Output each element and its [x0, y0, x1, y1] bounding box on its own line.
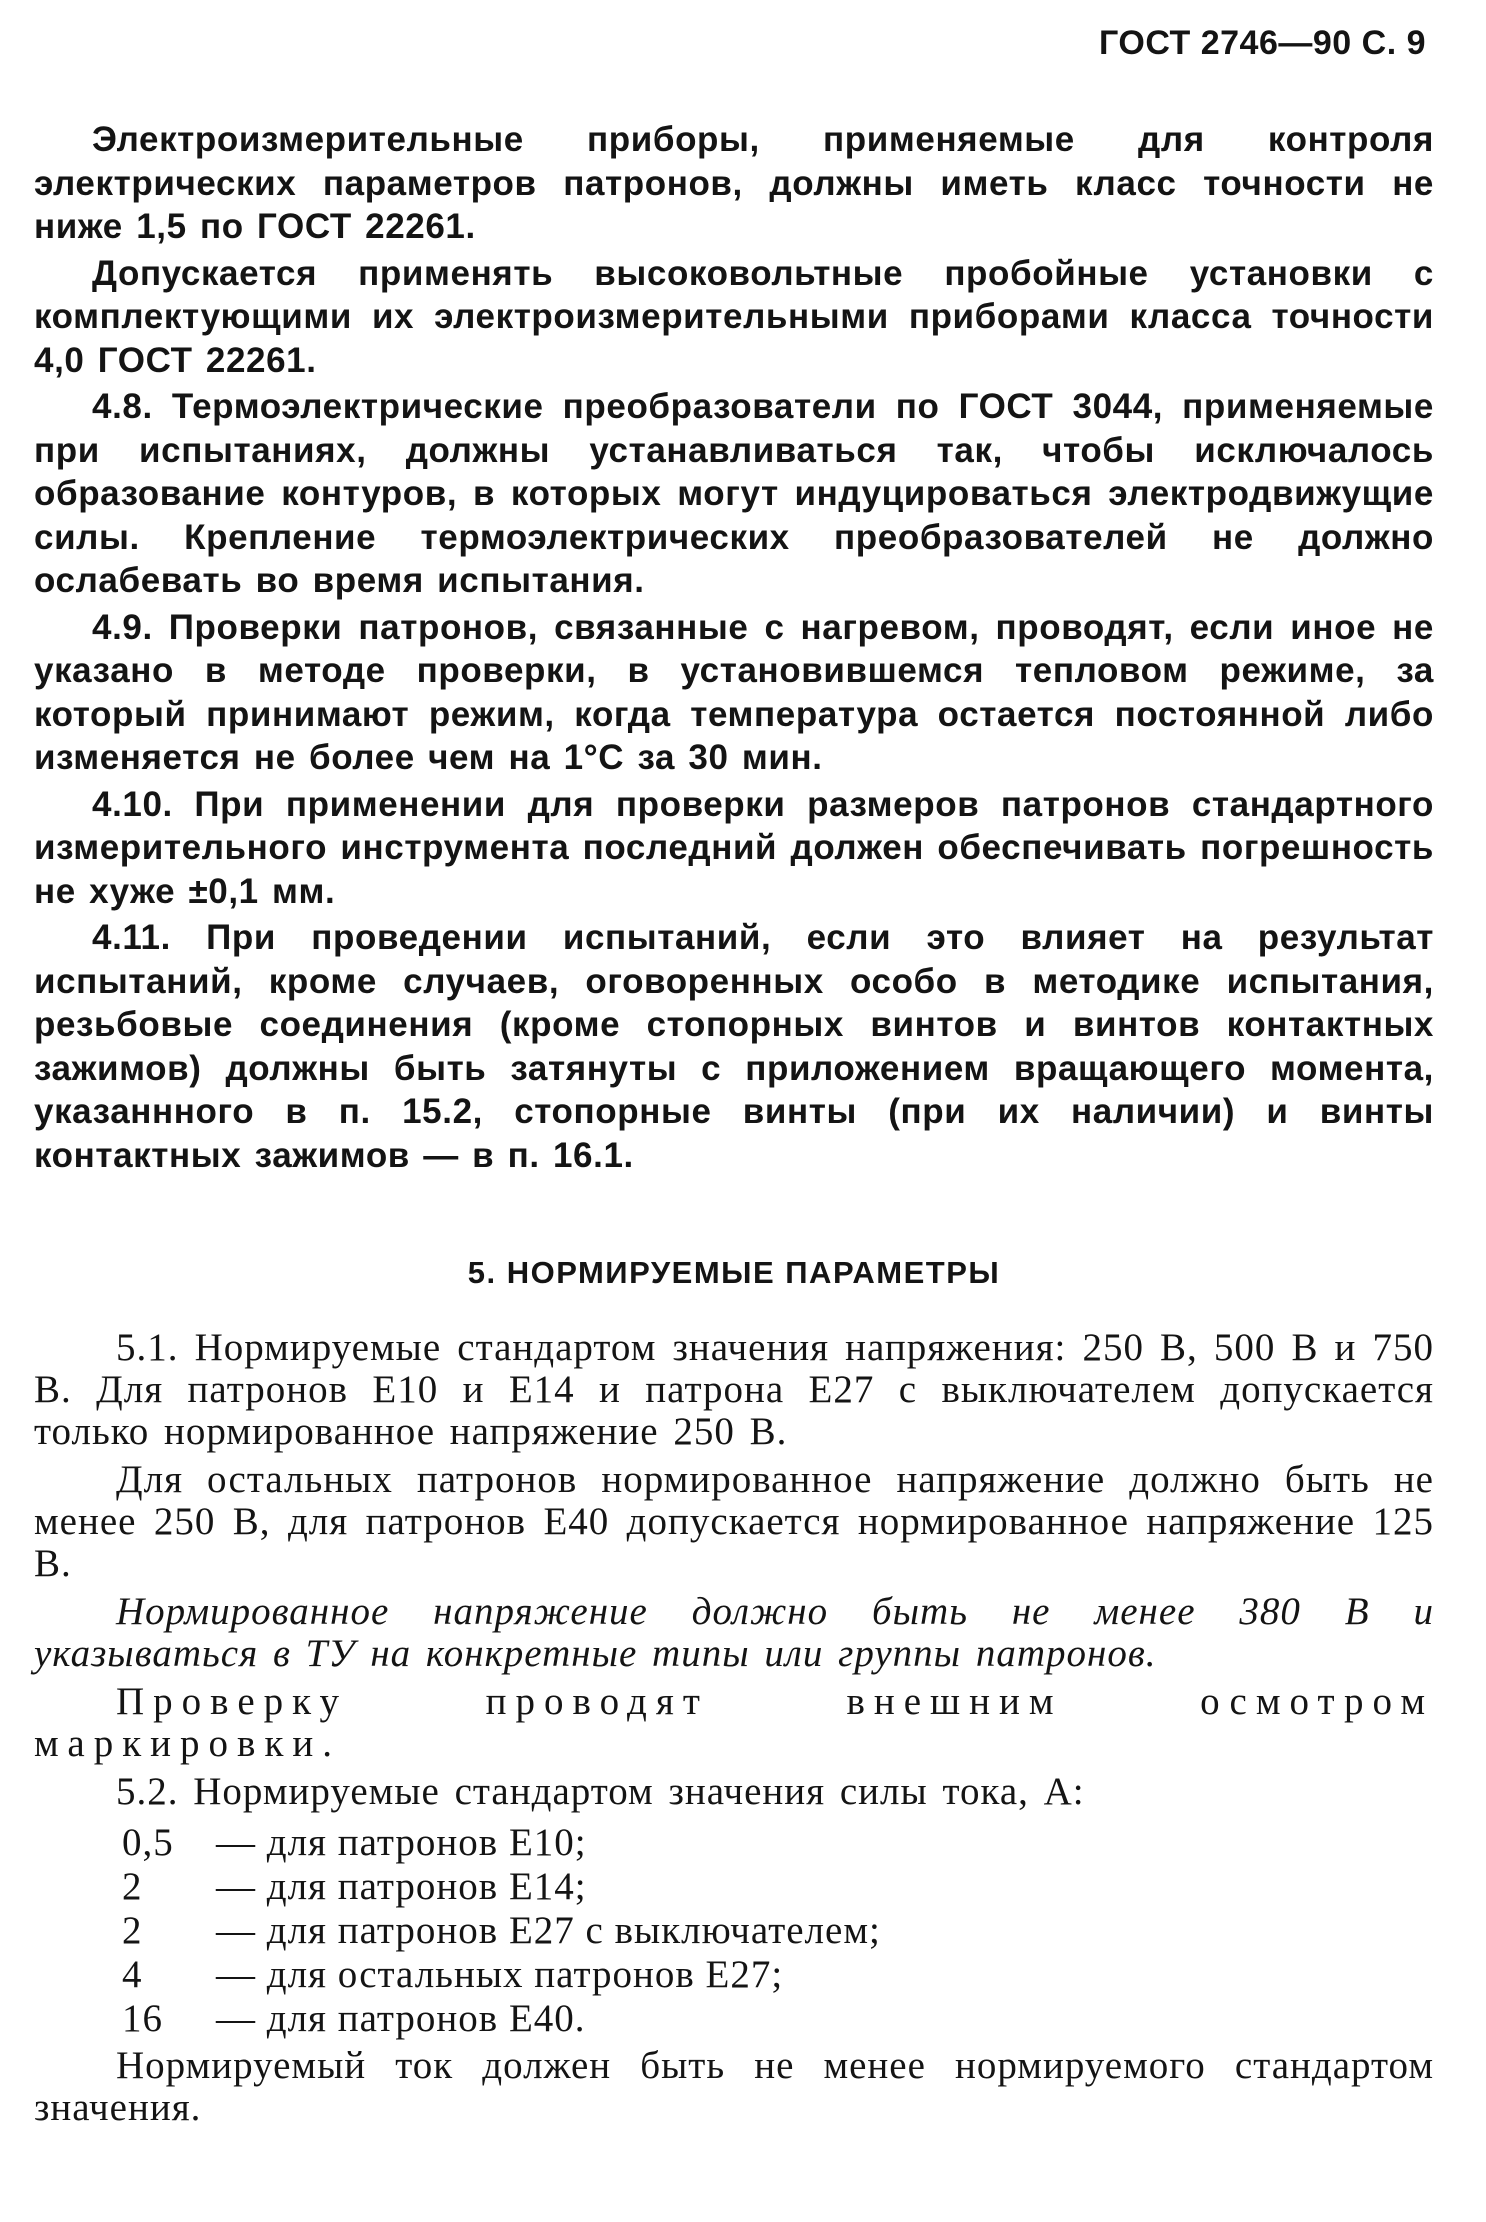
current-description: — для остальных патронов Е27;	[216, 1953, 784, 1996]
current-value: 2	[122, 1865, 143, 1908]
paragraph-high-voltage: Допускается применять высоковольтные пробойные установки с комплектующими их электроизмерительными приборами класса точности 4,0 ГОСТ 22261.	[34, 253, 1434, 380]
paragraph-rated-current: Нормируемый ток должен быть не менее нормируемого стандартом значения.	[34, 2044, 1434, 2129]
list-item	[34, 1997, 1434, 2041]
paragraph-5-1: 5.1. Нормируемые стандартом значения напряжения: 250 В, 500 В и 750 В. Для патронов Е10 и Е14 и патрона Е27 с выключателем допускается только нормированное напряжение 250 В.	[34, 1326, 1434, 1453]
current-value: 0,5	[122, 1821, 174, 1864]
current-value: 2	[122, 1909, 143, 1952]
paragraph-italic-note: Нормированное напряжение должно быть не менее 380 В и указываться в ТУ на конкретные типы или группы патронов.	[34, 1590, 1434, 1675]
current-value: 16	[122, 1997, 163, 2040]
text-column	[34, 118, 1434, 2129]
list-item	[34, 1865, 1434, 1909]
current-description: — для патронов Е14;	[216, 1865, 587, 1908]
paragraph-instrument-class: Электроизмерительные приборы, применяемые для контроля электрических параметров патронов, должны иметь класс точности не ниже 1,5 по ГОСТ 22261.	[34, 120, 1434, 246]
paragraph-inspection: Проверку проводят внешним осмотром маркировки.	[34, 1680, 1434, 1765]
paragraph-4-8: 4.8. Термоэлектрические преобразователи по ГОСТ 3044, применяемые при испытаниях, должны устанавливаться так, чтобы исключалось образование контуров, в которых могут индуцироваться электродвижущие силы. Крепление термоэлектрических преобразователей не должно ослабевать во время испытания.	[34, 387, 1434, 600]
page-header: ГОСТ 2746—90 С. 9	[1099, 24, 1426, 62]
list-item	[34, 1821, 1434, 1865]
current-description: — для патронов Е40.	[216, 1997, 586, 2040]
section-4-continuation	[34, 118, 1434, 1177]
paragraph-4-11: 4.11. При проведении испытаний, если это влияет на результат испытаний, кроме случаев, оговоренных особо в методике испытания, резьбовые соединения (кроме стопорных винтов и винтов контактных зажимов) должны быть затянуты с приложением вращающего момента, указаннного в п. 15.2, стопорные винты (при их наличии) и винты контактных зажимов — в п. 16.1.	[34, 918, 1434, 1175]
current-values-list	[34, 1821, 1434, 2041]
paragraph-4-9: 4.9. Проверки патронов, связанные с нагревом, проводят, если иное не указано в методе проверки, в установившемся тепловом режиме, за который принимают режим, когда температура остается постоянной либо изменяется не более чем на 1°С за 30 мин.	[34, 607, 1434, 777]
paragraph-5-2: 5.2. Нормируемые стандартом значения силы тока, А:	[116, 1770, 1085, 1813]
section-5-title: 5. НОРМИРУЕМЫЕ ПАРАМЕТРЫ	[467, 1255, 1001, 1290]
paragraph-4-10: 4.10. При применении для проверки размеров патронов стандартного измерительного инструмента последний должен обеспечивать погрешность не хуже ±0,1 мм.	[34, 784, 1434, 911]
section-5-body	[34, 1327, 1434, 2129]
current-description: — для патронов Е27 с выключателем;	[216, 1909, 881, 1952]
paragraph-other-sockets: Для остальных патронов нормированное напряжение должно быть не менее 250 В, для патронов Е40 допускается нормированное напряжение 125 В.	[34, 1458, 1434, 1585]
current-value: 4	[122, 1953, 143, 1996]
list-item	[34, 1953, 1434, 1997]
current-description: — для патронов Е10;	[216, 1821, 587, 1864]
list-item	[34, 1909, 1434, 1953]
